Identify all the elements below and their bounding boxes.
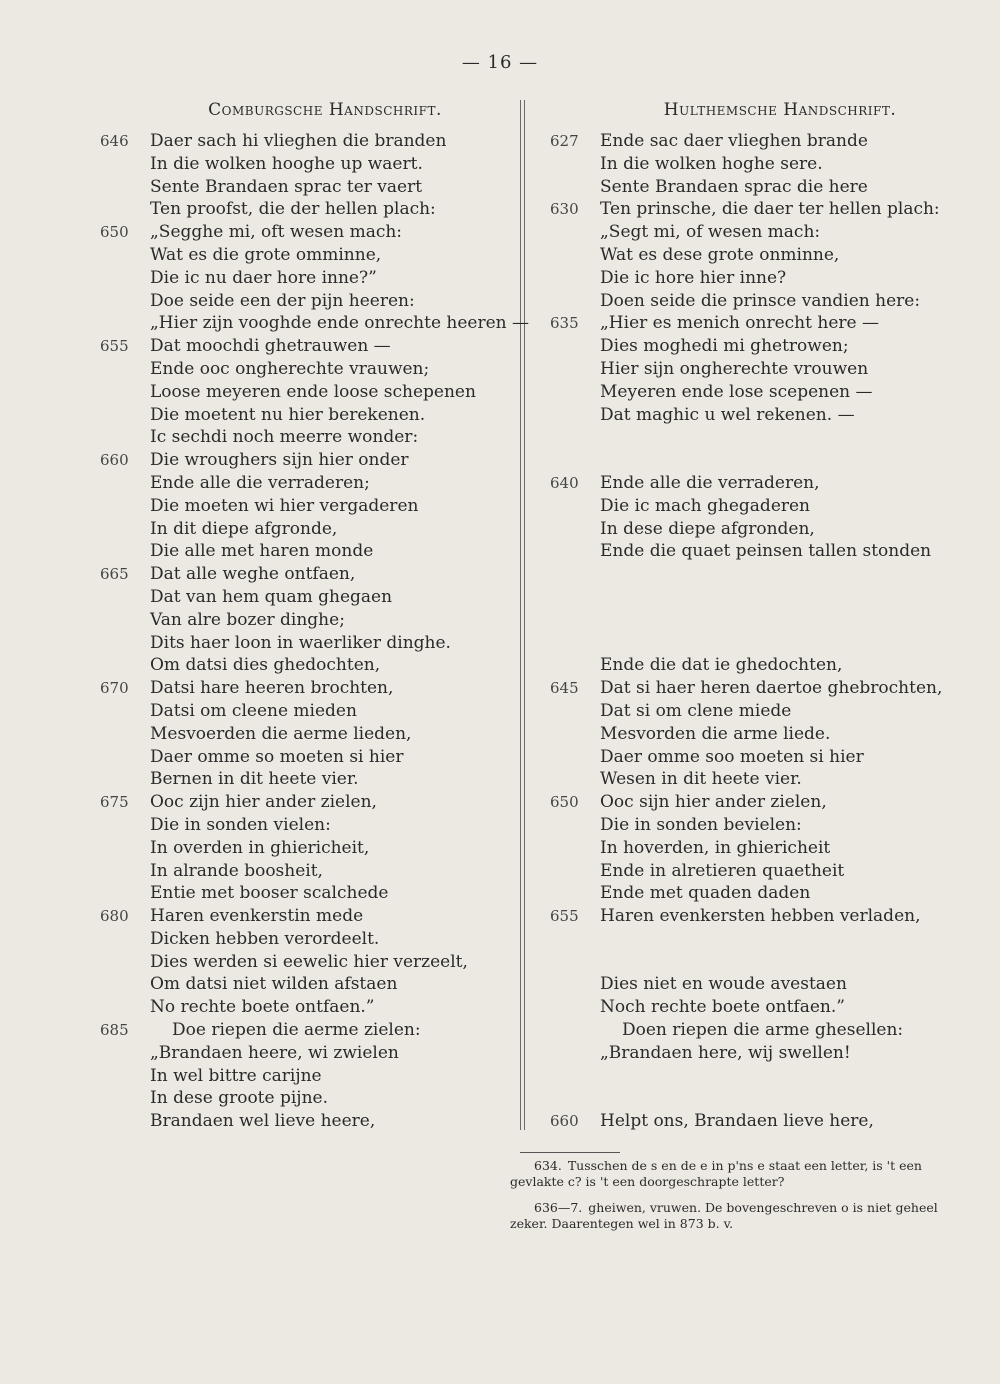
line-text: Haren evenkerstin mede [150,906,364,927]
footnote [510,1200,960,1232]
verse-line [550,723,970,746]
footnote-rule [520,1152,620,1153]
verse-line [550,540,970,563]
verse-line [100,700,510,723]
line-text: Wesen in dit heete vier. [600,769,802,790]
line-text: Dits haer loon in waerliker dinghe. [150,632,451,653]
verse-line [100,335,510,358]
verse-line [550,358,970,381]
verse-line [550,973,970,996]
line-text: Wat es dese grote onminne, [600,244,840,265]
verse-line [100,244,510,267]
line-number: 630 [550,200,579,219]
line-text: Om datsi dies ghedochten, [150,655,381,676]
line-text: No rechte boete ontfaen.” [150,997,375,1018]
verse-line [550,290,970,313]
line-number: 635 [550,314,579,333]
verse-line [100,267,510,290]
line-text: Datsi hare heeren brochten, [150,678,394,699]
verse-line [550,563,970,586]
footnote [510,1158,960,1190]
line-number: 655 [100,337,129,356]
line-text: Dat alle weghe ontfaen, [150,564,356,585]
line-text: Ende die quaet peinsen tallen stonden [600,541,932,562]
verse-line [550,1042,970,1065]
line-text: Die wroughers sijn hier onder [150,450,409,471]
verse-line [550,449,970,472]
line-text: Datsi om cleene mieden [150,700,357,721]
line-text: „Hier es menich onrecht here — [600,313,879,334]
line-text: Dat si om clene miede [600,700,792,721]
verse-line [550,153,970,176]
line-text: „Brandaen here, wij swellen! [600,1042,851,1063]
verse-line [100,882,510,905]
line-text: Ende met quaden daden [600,883,811,904]
line-number: 640 [550,473,579,492]
line-text: Ende sac daer vlieghen brande [600,131,868,151]
verse-line [550,130,970,153]
line-text: Sente Brandaen sprac die here [600,176,868,197]
line-text: Ten proofst, die der hellen plach: [150,199,436,220]
verse-line [550,746,970,769]
line-text: Ende in alretieren quaetheit [600,860,845,881]
verse-line [550,586,970,609]
verse-line [550,518,970,541]
verse-line [100,609,510,632]
verse-line [100,563,510,586]
verse-line [100,1110,510,1133]
line-text: Haren evenkersten hebben verladen, [600,906,921,927]
line-text: „Segghe mi, oft wesen mach: [150,222,403,243]
line-text: Ooc sijn hier ander zielen, [600,792,827,813]
verse-line [550,176,970,199]
line-text: Dicken hebben verordeelt. [150,928,380,949]
verse-line [100,312,530,335]
verse-line [100,654,510,677]
verse-line [100,381,510,404]
line-text: „Segt mi, of wesen mach: [600,222,821,243]
verse-line [100,791,510,814]
line-text: Die ic nu daer hore inne?” [150,267,377,288]
line-text: Van alre bozer dinghe; [150,609,345,630]
verse-line [550,882,970,905]
verse-line [100,746,510,769]
left-column [100,130,530,1133]
page-number: — 16 — [461,52,539,73]
verse-line [550,632,970,655]
line-text: Daer omme so moeten si hier [150,746,404,767]
verse-line [550,244,970,267]
verse-line [100,426,510,449]
verse-line [100,221,510,244]
line-text: In wel bittre carijne [150,1065,322,1086]
line-text: Loose meyeren ende loose schepenen [150,381,476,402]
footnotes [510,1158,960,1242]
verse-line [100,1019,510,1042]
column-divider [520,100,525,1130]
line-number: 650 [100,223,129,242]
line-text: Helpt ons, Brandaen lieve here, [600,1111,874,1132]
line-number: 670 [100,679,129,698]
verse-line [550,837,970,860]
line-text: Doen riepen die arme ghesellen: [622,1020,904,1041]
verse-line [550,221,970,244]
verse-line [100,1042,510,1065]
verse-line [550,1019,970,1042]
verse-line [550,198,970,221]
line-text: In dese diepe afgronden, [600,518,815,539]
line-text: Die alle met haren monde [150,541,374,562]
verse-line [550,495,970,518]
line-number: 680 [100,907,129,926]
verse-line [100,723,510,746]
line-text: In overden in ghiericheit, [150,837,370,858]
line-text: Ooc zijn hier ander zielen, [150,792,377,813]
verse-line [550,335,970,358]
line-number: 650 [550,793,579,812]
line-text: Noch rechte boete ontfaen.” [600,997,845,1018]
line-text: Doe seide een der pijn heeren: [150,290,415,311]
verse-line [100,860,510,883]
line-text: Meyeren ende lose scepenen — [600,381,873,402]
line-text: Hier sijn ongherechte vrouwen [600,358,869,379]
line-text: Dies niet en woude avestaen [600,974,847,995]
line-text: In dit diepe afgronde, [150,518,338,539]
line-text: Ic sechdi noch meerre wonder: [150,427,419,448]
line-text: Ende alle die verraderen, [600,472,820,493]
verse-line [550,1110,970,1133]
line-text: In alrande boosheit, [150,860,323,881]
line-text: Dat si haer heren daertoe ghebrochten, [600,678,943,699]
line-text: Mesvoerden die aerme lieden, [150,723,412,744]
verse-line [550,312,970,335]
line-text: Om datsi niet wilden afstaen [150,974,398,995]
line-text: Wat es die grote omminne, [150,244,382,265]
left-column-heading: Comburgsche Handschrift. [208,100,442,120]
verse-line [100,996,510,1019]
line-text: Die ic hore hier inne? [600,267,787,288]
footnote-text: Tusschen de s en de e in p'ns e staat een letter, is 't een gevlakte c? is 't een doorgeschrapte letter? [510,1158,922,1189]
line-text: In die wolken hoghe sere. [600,153,823,174]
line-text: Die in sonden bevielen: [600,814,802,835]
verse-line [100,632,510,655]
line-number: 646 [100,132,129,150]
line-number: 685 [100,1021,129,1040]
verse-line [550,677,970,700]
footnote-number: 636—7. [534,1200,583,1215]
line-text: Ende ooc ongherechte vrauwen; [150,358,430,379]
verse-line [100,905,510,928]
line-text: Dat moochdi ghetrauwen — [150,336,391,357]
verse-line [550,381,970,404]
verse-line [550,426,970,449]
verse-line [100,540,510,563]
line-text: Dies moghedi mi ghetrowen; [600,336,849,357]
verse-line [100,518,510,541]
verse-line [550,700,970,723]
line-text: Die moetent nu hier berekenen. [150,404,426,425]
verse-line [550,996,970,1019]
verse-line [550,951,970,974]
verse-line [550,267,970,290]
line-text: Die in sonden vielen: [150,814,331,835]
verse-line [550,905,970,928]
line-text: Entie met booser scalchede [150,883,389,904]
verse-line [100,449,510,472]
verse-line [100,358,510,381]
verse-line [100,677,510,700]
verse-line [550,1087,970,1110]
line-text: Daer sach hi vlieghen die branden [150,131,447,151]
line-text: Mesvorden die arme liede. [600,723,831,744]
verse-line [100,130,510,153]
right-column [550,130,970,1133]
line-text: Doen seide die prinsce vandien here: [600,290,921,311]
footnote-number: 634. [534,1158,562,1173]
verse-line [550,814,970,837]
line-text: In die wolken hooghe up waert. [150,153,423,174]
verse-line [550,609,970,632]
verse-line [100,768,510,791]
right-column-heading: Hulthemsche Handschrift. [663,100,897,120]
verse-line [550,791,970,814]
verse-line [100,404,510,427]
line-number: 660 [550,1112,579,1131]
verse-line [100,472,510,495]
verse-line [100,198,510,221]
line-text: Sente Brandaen sprac ter vaert [150,176,423,197]
verse-line [100,1065,510,1088]
line-text: Dat van hem quam ghegaen [150,586,393,607]
line-text: Die ic mach ghegaderen [600,495,811,516]
line-text: „Hier zijn vooghde ende onrechte heeren — [150,313,530,334]
footnote-text: gheiwen, vruwen. De bovengeschreven o is niet geheel zeker. Daarentegen wel in 873 b. v. [510,1200,938,1231]
verse-line [550,768,970,791]
line-text: Die moeten wi hier vergaderen [150,495,419,516]
verse-line [100,290,510,313]
line-text: In dese groote pijne. [150,1088,328,1109]
line-text: Ende alle die verraderen; [150,472,370,493]
verse-line [100,814,510,837]
verse-line [550,654,970,677]
line-number: 655 [550,907,579,926]
line-number: 627 [550,132,579,150]
line-text: Ten prinsche, die daer ter hellen plach: [600,199,940,220]
line-number: 660 [100,451,129,470]
verse-line [100,153,510,176]
line-number: 645 [550,679,579,698]
verse-line [100,586,510,609]
line-text: Doe riepen die aerme zielen: [172,1020,421,1041]
line-text: „Brandaen heere, wi zwielen [150,1042,399,1063]
line-text: In hoverden, in ghiericheit [600,837,831,858]
verse-line [100,495,510,518]
verse-line [550,1065,970,1088]
verse-line [100,1087,510,1110]
verse-line [100,973,510,996]
verse-line [550,860,970,883]
line-text: Brandaen wel lieve heere, [150,1111,376,1132]
line-number: 665 [100,565,129,584]
line-number: 675 [100,793,129,812]
line-text: Daer omme soo moeten si hier [600,746,864,767]
line-text: Dat maghic u wel rekenen. — [600,404,855,425]
verse-line [100,837,510,860]
line-text: Ende die dat ie ghedochten, [600,655,843,676]
verse-line [100,951,510,974]
verse-line [550,404,970,427]
line-text: Dies werden si eewelic hier verzeelt, [150,951,468,972]
verse-line [550,928,970,951]
line-text: Bernen in dit heete vier. [150,769,359,790]
verse-line [550,472,970,495]
verse-line [100,928,510,951]
verse-line [100,176,510,199]
